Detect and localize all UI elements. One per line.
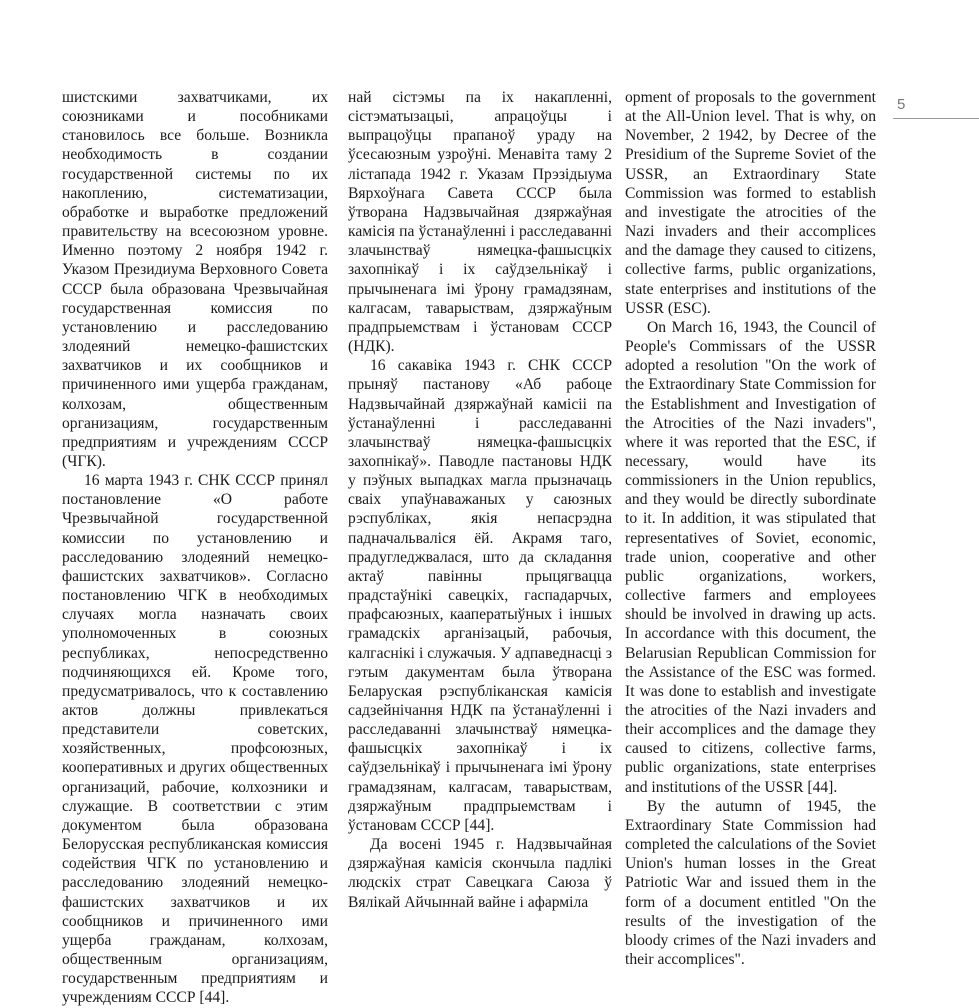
paragraph: On March 16, 1943, the Council of People's Commissars of the USSR adopted a resolution "On the work of the Extraordinary State Commission for the Establishment and Investigation of the Atrocities of the Nazi invaders", where it was reported that the ESC, if necessary, would have its commissioners in the Union republics, and they would be directly subordinate to it. In addition, it was stipulated that representatives of Soviet, economic, trade union, cooperative and other public organizations, workers, collective farmers and employees should be involved in drawing up acts. In accordance with this document, the Belarusian Republican Commission for the Assistance of the ESC was formed. It was done to establish and investigate the atrocities of the Nazi invaders and their accomplices and the damage they caused to citizens, collective farms, public organizations, state enterprises and institutions of the USSR [44].	[625, 318, 876, 796]
paragraph: By the autumn of 1945, the Extraordinary State Commission had completed the calculations of the Soviet Union's human losses in the Great Patriotic War and issued them in the form of a document entitled "On the results of the investigation of the bloody crimes of the Nazi invaders and their accomplices".	[625, 797, 876, 969]
paragraph: шистскими захватчиками, их союзниками и пособниками становилось все больше. Возникла необходимость в создании государственной системы по их накоплению, систематизации, обработке и выработке предложений правительству на всесоюзном уровне. Именно поэтому 2 ноября 1942 г. Указом Президиума Верховного Совета СССР была образована Чрезвычайная государственная комиссия по установлению и расследованию злодеяний немецко-фашистских захватчиков и их сообщников и причиненного ими ущерба гражданам, колхозам, общественным организациям, государственным предприятиям и учреждениям СССР (ЧГК).	[62, 89, 328, 470]
paragraph: 16 сакавіка 1943 г. СНК СССР прыняў пастанову «Аб рабоце Надзвычайнай дзяржаўнай камісіі па ўстанаўленні і расследаванні злачынстваў нямецка-фашысцкіх захопнікаў». Паводле пастановы НДК у пэўных выпадках магла прызначаць сваіх упаўнаважаных у саюзных рэспубліках, якія непасрэдна падначальваліся ёй. Акрамя таго, прадугледжвалася, што да складання актаў павінны прыцягвацца прадстаўнікі савецкіх, гаспадарчых, прафсаюзных, кааператыўных і іншых грамадскіх арганізацый, рабочыя, калгаснікі і служачыя. У адпаведнасці з гэтым дакументам была ўтворана Беларуская рэспубліканская камісія садзейнічання НДК па ўстанаўленні і расследаванні злачынстваў нямецка-фашысцкіх захопнікаў і іх саўдзельнікаў і прычыненага імі ўрону грамадзянам, калгасам, таварыствам, дзяржаўным прадпрыемствам і ўстановам СССР [44].	[348, 357, 612, 834]
russian-text-column	[62, 88, 328, 1008]
paragraph: opment of proposals to the government at the All-Union level. That is why, on November, 2 1942, by Decree of the Presidium of the Supreme Soviet of the USSR, an Extraordinary State Commission was formed to establish and investigate the atrocities of the Nazi invaders and their accomplices and the damage they caused to citizens, collective farms, public organizations, state enterprises and institutions of the USSR (ESC).	[625, 89, 876, 317]
page-number-rule	[893, 118, 979, 119]
page-number: 5	[897, 96, 906, 113]
paragraph: най сістэмы па іх накапленні, сістэматызацыі, апрацоўцы і выпрацоўцы прапаноў ураду на ўсесаюзным узроўні. Менавіта таму 2 лістапада 1942 г. Указам Прэзідыума Вярхоўнага Савета СССР была ўтворана Надзвычайная дзяржаўная камісія па ўстанаўленні і расследаванні злачынстваў нямецка-фашысцкіх захопнікаў і іх саўдзельнікаў і прычыненага імі ўрону грамадзянам, калгасам, таварыствам, дзяржаўным прадпрыемствам і ўстановам СССР (НДК).	[348, 89, 612, 356]
paragraph: 16 марта 1943 г. СНК СССР принял постановление «О работе Чрезвычайной государственной комиссии по установлению и расследованию злодеяний немецко-фашистских захватчиков». Согласно постановлению ЧГК в необходимых случаях могла назначать своих уполномоченных в союзных республиках, непосредственно подчиняющихся ей. Кроме того, предусматривалось, что к составлению актов должны привлекаться представители советских, хозяйственных, профсоюзных, кооперативных и других общественных организаций, рабочие, колхозники и служащие. В соответствии с этим документом была образована Белорусская республиканская комиссия содействия ЧГК по установлению и расследованию злодеяний немецко-фашистских захватчиков и их сообщников и причиненного ими ущерба гражданам, колхозам, общественным организациям, государственным предприятиям и учреждениям СССР [44].	[62, 472, 328, 1007]
english-text-column	[625, 88, 876, 969]
belarusian-text-column	[348, 88, 612, 912]
paragraph: Да восені 1945 г. Надзвычайная дзяржаўная камісія скончыла падлікі людскіх страт Савецкага Саюза ў Вялікай Айчыннай вайне і афармiла	[348, 836, 612, 911]
